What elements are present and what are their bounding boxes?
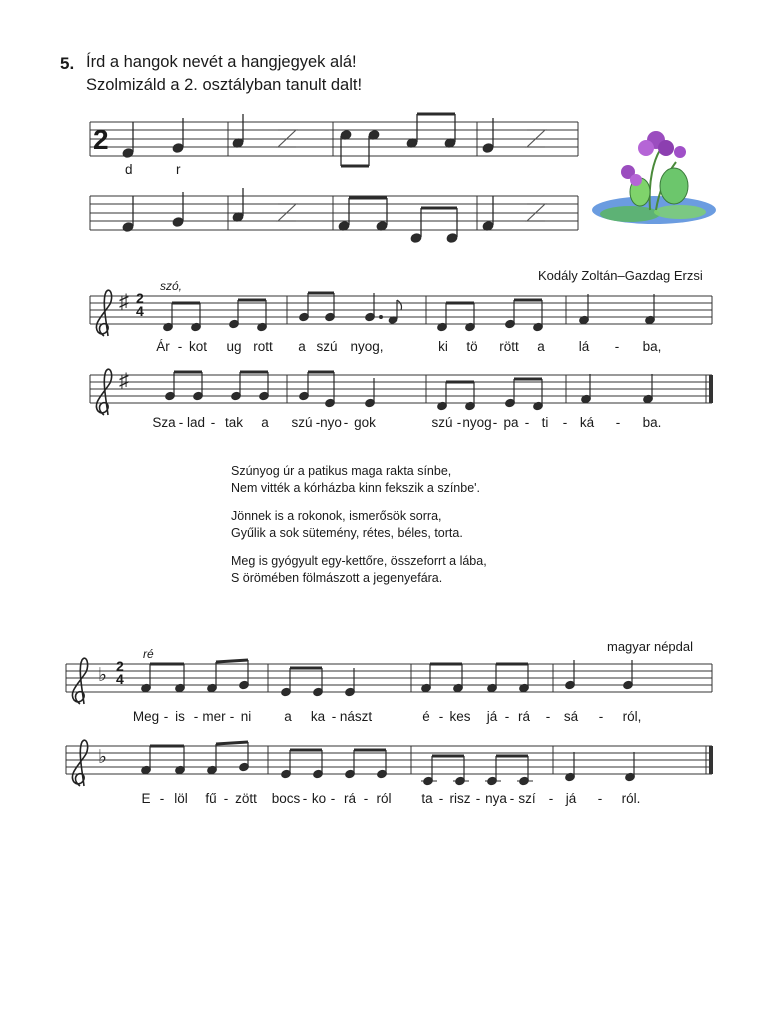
syllable: löl xyxy=(174,791,188,806)
syllable: já xyxy=(486,709,498,724)
syllable: tö xyxy=(466,339,478,354)
syllable: ti xyxy=(541,415,549,430)
syllable: ról xyxy=(376,791,392,806)
syllable: - xyxy=(614,339,620,354)
violet-flower-icon xyxy=(592,131,716,224)
syllable: - xyxy=(302,791,308,806)
syllable: ni xyxy=(240,709,252,724)
syllable: - xyxy=(438,791,444,806)
syllable: ká xyxy=(579,415,595,430)
syllable: szú xyxy=(291,415,313,430)
treble-clef-icon xyxy=(72,740,87,786)
exercise-staff-1 xyxy=(90,122,578,156)
time-signature: 2 xyxy=(93,124,109,155)
syllable: kes xyxy=(449,709,471,724)
song2-start-mark: ré xyxy=(143,647,154,661)
syllable: - xyxy=(456,415,462,430)
time-bottom: 4 xyxy=(116,671,124,687)
exercise-staff-2 xyxy=(90,196,578,230)
solfa-d: d xyxy=(125,162,133,177)
syllable: - xyxy=(597,791,603,806)
syllable: - xyxy=(330,791,336,806)
syllable: - xyxy=(343,415,349,430)
treble-clef-icon xyxy=(96,369,111,415)
syllable: ba. xyxy=(642,415,662,430)
song1-lyrics-2 xyxy=(0,415,768,435)
poem-line: Szúnyog úr a patikus maga rakta sínbe, xyxy=(231,464,452,478)
syllable: kot xyxy=(188,339,208,354)
syllable: - xyxy=(548,791,554,806)
song2-lyrics-2 xyxy=(0,791,768,811)
syllable: lá xyxy=(578,339,590,354)
song2-time-signature xyxy=(116,660,124,686)
song1-staff-2 xyxy=(90,375,712,403)
song2-credit: magyar népdal xyxy=(607,639,693,654)
poem-line: Jönnek is a rokonok, ismerősök sorra, xyxy=(231,509,442,523)
syllable: zött xyxy=(235,791,257,806)
time-top: 2 xyxy=(116,658,124,674)
song1-lyrics-1 xyxy=(0,339,768,359)
syllable: szí xyxy=(518,791,536,806)
syllable: ról, xyxy=(622,709,642,724)
instruction-line-1: Írd a hangok nevét a hangjegyek alá! xyxy=(86,53,357,71)
syllable: a xyxy=(537,339,545,354)
key-signature-flat: ♭ xyxy=(98,747,107,768)
syllable: ról. xyxy=(621,791,641,806)
syllable: szú xyxy=(431,415,453,430)
key-signature-sharp: ♯ xyxy=(119,291,129,313)
syllable: fű xyxy=(205,791,217,806)
treble-clef-icon xyxy=(72,658,87,704)
syllable: nyog xyxy=(462,415,492,430)
song2-notes-2 xyxy=(141,742,636,786)
syllable: nyog, xyxy=(350,339,384,354)
syllable: - xyxy=(475,791,481,806)
poem-line: Meg is gyógyult egy-kettőre, összeforrt a lába, xyxy=(231,554,487,568)
syllable: szú xyxy=(316,339,338,354)
poem-stanza-2 xyxy=(231,508,487,542)
song2-staff-1 xyxy=(66,664,712,692)
syllable: gok xyxy=(354,415,376,430)
syllable: rá xyxy=(343,791,357,806)
treble-clef-icon xyxy=(96,290,111,336)
syllable: a xyxy=(298,339,306,354)
syllable: ki xyxy=(438,339,448,354)
syllable: nya xyxy=(485,791,507,806)
syllable: - xyxy=(159,791,165,806)
syllable: - xyxy=(177,339,183,354)
syllable: - xyxy=(615,415,621,430)
syllable: ko xyxy=(311,791,327,806)
song1-start-mark: szó, xyxy=(160,279,183,293)
syllable: Ár xyxy=(156,339,170,354)
instruction-line-2: Szolmizáld a 2. osztályban tanult dalt! xyxy=(86,76,363,94)
syllable: a xyxy=(284,709,292,724)
syllable: is xyxy=(175,709,185,724)
poem xyxy=(231,463,487,598)
syllable: rott xyxy=(253,339,273,354)
poem-line: Nem vitték a kórházba kinn fekszik a színbe'. xyxy=(231,481,481,495)
syllable: lad xyxy=(186,415,206,430)
song2-lyrics-1 xyxy=(0,709,768,729)
song2-staff-2 xyxy=(66,746,712,774)
poem-line: S örömében fölmászott a jegenyefára. xyxy=(231,571,443,585)
syllable: - xyxy=(163,709,169,724)
syllable: - xyxy=(562,415,568,430)
syllable: - xyxy=(504,709,510,724)
poem-stanza-1 xyxy=(231,463,487,497)
syllable: nyo xyxy=(320,415,342,430)
syllable: ba, xyxy=(642,339,662,354)
syllable: - xyxy=(363,791,369,806)
syllable: ta xyxy=(421,791,433,806)
song1-notes-1 xyxy=(163,293,656,332)
syllable: rá xyxy=(517,709,531,724)
syllable: - xyxy=(229,709,235,724)
syllable: a xyxy=(261,415,269,430)
syllable: ug xyxy=(226,339,242,354)
syllable: rött xyxy=(499,339,519,354)
song1-notes-2 xyxy=(165,372,654,411)
syllable: pa xyxy=(503,415,519,430)
syllable: - xyxy=(315,415,321,430)
syllable: sá xyxy=(563,709,579,724)
syllable: E xyxy=(141,791,151,806)
poem-stanza-3 xyxy=(231,553,487,587)
syllable: - xyxy=(492,415,498,430)
song1-time-signature xyxy=(136,292,144,318)
exercise-number: 5. xyxy=(60,54,75,73)
syllable: - xyxy=(331,709,337,724)
syllable: nászt xyxy=(339,709,373,724)
syllable: - xyxy=(223,791,229,806)
syllable: ka xyxy=(310,709,326,724)
syllable: Meg xyxy=(132,709,160,724)
poem-line: Gyűlik a sok sütemény, rétes, béles, torta. xyxy=(231,526,463,540)
syllable: - xyxy=(178,415,184,430)
syllable: bocs xyxy=(271,791,301,806)
solfa-r: r xyxy=(176,162,181,177)
key-signature-sharp: ♯ xyxy=(119,370,129,392)
syllable: risz xyxy=(449,791,471,806)
syllable: - xyxy=(210,415,216,430)
song1-credit: Kodály Zoltán–Gazdag Erzsi xyxy=(538,268,703,283)
syllable: mer xyxy=(202,709,226,724)
syllable: - xyxy=(438,709,444,724)
syllable: já xyxy=(565,791,577,806)
key-signature-flat: ♭ xyxy=(98,665,107,686)
syllable: - xyxy=(598,709,604,724)
syllable: - xyxy=(193,709,199,724)
time-bottom: 4 xyxy=(136,303,144,319)
syllable: - xyxy=(509,791,515,806)
syllable: Sza xyxy=(152,415,176,430)
syllable: tak xyxy=(224,415,244,430)
syllable: - xyxy=(545,709,551,724)
syllable: é xyxy=(422,709,430,724)
syllable: - xyxy=(524,415,530,430)
time-top: 2 xyxy=(136,290,144,306)
